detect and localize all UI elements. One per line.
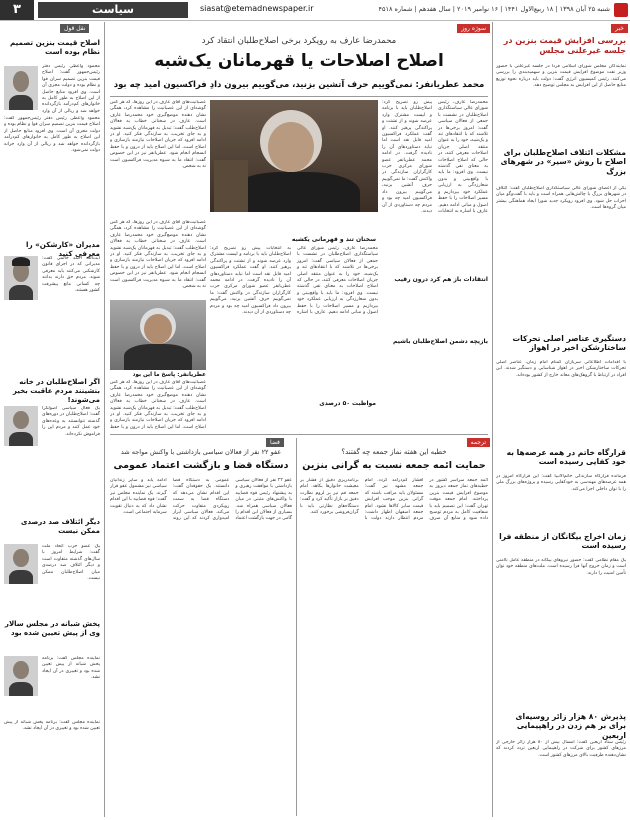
avatar-member <box>4 544 38 584</box>
page-header <box>0 0 630 21</box>
tag-center-mid: ترجمه <box>467 438 490 447</box>
main-subhead-wrap <box>110 80 488 90</box>
left-item-title: مدیران «کارشکن» را معرفی کنید <box>26 240 100 258</box>
main-photo-aref <box>210 100 378 212</box>
main-headline-wrap <box>110 50 488 72</box>
left-item-body: آیت‌الله احمد خاتمی گفت: مدیرانی که در اجرای قانون کارشکنی می‌کنند باید معرفی شوند. مردم حق دارند بدانند چه کسانی مانع پیشرفت کشور هستند. <box>42 256 100 294</box>
main-kicker: محمدرضا عارف به رویکرد برخی اصلاح‌طلبان انتقاد کرد <box>201 36 397 46</box>
right-item-title: قرارگاه خاتم در همه عرصه‌ها به خود کفایی رسیده است <box>506 448 626 467</box>
main-subhead: محمد عطریانفر: نمی‌گوییم حرف آتشین بزنید، می‌گوییم بیرون دادِ فراکسیون امید چه بود <box>113 80 485 90</box>
tag-left-mid: فضا <box>266 438 284 447</box>
right-item-title: دستگیری عناصر اصلی تحرکات ساختارشکن اخیر در اهواز <box>512 334 626 353</box>
bottom-center-body: ائمه جمعه سراسر کشور در خطبه‌های نماز جمعه دیروز به موضوع افزایش قیمت بنزین پرداختند. امام جمعه موقت تهران گفت: این تصمیم باید با شفافیت کامل به مردم توضیح داده شود و منابع آن صرف اقشار کم‌درآمد گردد. امام جمعه مشهد نیز گفت: مسئولان باید مراقب باشند که گرانی بنزین موجب افزایش قیمت سایر کالاها نشود. امام جمعه اصفهان اظهار داشت: مردم انتظار دارند دولت با برنامه‌ریزی دقیق از فشار بر معیشت خانوارها بکاهد. امام جمعه قم نیز بر لزوم نظارت دقیق بر بازار تأکید کرد و گفت: دستگاه‌های نظارتی باید با گران‌فروشی برخورد کنند. <box>300 478 488 522</box>
right-item-title: پذیرش ۸۰ هزار زائر روسیه‌ای برای بر هم زدن در راهپیمایی اربعین <box>515 712 626 740</box>
main-body-middle: محمدرضا عارف، رئیس شورای عالی سیاستگذاری اصلاح‌طلبان در نشست با جمعی از فعالان سیاسی گفت: امروز برخی‌ها در تلاشند که با انتقادهای تند و یک‌شبه، خود را به عنوان منتقد اصلی جریان اصلاحات معرفی کنند، در حالی که اصلاح اصلاحات به معنای نفی گذشته نیست. وی افزود: ما باید با واقع‌بینی و بدون شعارزدگی به ارزیابی عملکرد خود بپردازیم و مسیر اصلاحات را با حفظ اصول و مبانی ادامه دهیم. عارف با اشاره به انتخابات پیش رو تصریح کرد: اصلاح‌طلبان باید با برنامه و لیست مشترک وارد عرصه شوند و از تشتت و پراکندگی پرهیز کنند. او گفت عملکرد فراکسیون امید قابل نقد است اما نباید دستاوردهای آن را نادیده گرفت. در ادامه محمد عطریانفر عضو شورای مرکزی حزب کارگزاران سازندگی در واکنش گفت: ما نمی‌گوییم حرف آتشین بزنید، می‌گوییم بیرون داد فراکسیون امید چه بود و مردم چه دستاوردی از آن دیدند. <box>210 246 378 316</box>
tag-center-top: سوژه روز <box>457 24 490 33</box>
section-email: siasat@etemadnewspaper.ir <box>200 4 314 13</box>
right-item-body: یک مقام نظامی گفت: حضور نیروهای بیگانه در منطقه عامل ناامنی است و زمان خروج آنها فرا رسیده است. ملت‌های منطقه خود توان تأمین امنیت را دارند. <box>496 558 626 576</box>
left-item-body-cont: محمود واعظی رئیس دفتر رئیس‌جمهور گفت: اصلاح قیمت بنزین تصمیم سران قوا و نظام بوده و دولت مجری آن است. وی افزود منابع حاصل از این اصلاح به طور کامل به خانوارهای کم‌درآمد بازگردانده خواهد شد و ریالی از آن وارد خزانه دولت نمی‌شود. <box>4 116 100 154</box>
issue-date: شنبه ۲۵ آبان ۱۳۹۸ | ۱۸ ربیع‌الاول ۱۴۴۱ | ۱۶ نوامبر ۲۰۱۹ | سال هفدهم | شماره ۴۵۱۸ <box>378 5 610 13</box>
photo-caption: عطریانفر: پاسخ ما این بود <box>132 372 206 378</box>
right-item-title: بررسی افزایش قیمت بنزین در جلسه غیرعلنی مجلس <box>503 36 626 55</box>
main-body-left: عصبانیت‌های آقای عارف در این روزها، که هر کس گوشه‌ای از این عصبانیت را مشاهده کرد، همگی نشان دهنده موضع‌گیری خود محمدرضا عارف است. عارف در سخنانی خطاب به فعالان اصلاح‌طلب گفت: تبدیل به قهرمانان یک‌شبه نشوید و به جای تخریب، به سازندگی فکر کنید. او در ادامه افزود که جریان اصلاحات نیازمند بازسازی و اصلاح است، اما این اصلاح باید از درون و با حفظ انسجام انجام شود. عطریانفر نیز در این خصوص گفت: انتقاد ما به شیوه مدیریت فراکسیون است نه به شخص. <box>110 100 206 170</box>
left-item-title: پخش شبانه در مجلس سالار وی از پیش تعیین شده بود <box>4 620 100 637</box>
right-item-6 <box>496 712 626 740</box>
right-item-body: نمایندگان مجلس شورای اسلامی فردا در جلسه غیرعلنی با حضور وزیر نفت موضوع افزایش قیمت بنزین و سهمیه‌بندی را بررسی می‌کنند. رئیس کمیسیون انرژی گفت: دولت باید درباره نحوه توزیع منابع حاصل از این افزایش به مجلس توضیح دهد. <box>496 64 626 89</box>
bc-kicker-wrap <box>300 448 488 456</box>
main-body-left-3: عصبانیت‌های آقای عارف در این روزها، که هر کس گوشه‌ای از این عصبانیت را مشاهده کرد، همگی نشان دهنده موضع‌گیری خود محمدرضا عارف است. عارف در سخنانی خطاب به فعالان اصلاح‌طلب گفت: تبدیل به قهرمانان یک‌شبه نشوید و به جای تخریب، به سازندگی فکر کنید. او در ادامه افزود که جریان اصلاحات نیازمند بازسازی و اصلاح است، اما این اصلاح باید از درون و با حفظ <box>110 380 206 430</box>
right-item-body: یکی از اعضای شورای عالی سیاستگذاری اصلاح‌طلبان گفت: ائتلاف در شهرهای بزرگ با چالش‌هایی همراه است و باید با گفت‌وگو میان احزاب حل شود. وی افزود رویکرد جدید شورا ایجاد هماهنگی بیشتر میان گروه‌ها است. <box>496 186 626 211</box>
newspaper-logo-icon <box>614 3 628 17</box>
col-subtitle-2: انتقادات باز هم کرد درون رقیب <box>394 276 488 283</box>
bottom-left-kicker: عفو ۲۲ نفر از فعالان سیاسی بازداشتی با واکنش مواجه شد <box>120 448 282 456</box>
col-subtitle-3: بازیچه دشمن اصلاح‌طلبان باشیم <box>392 338 488 345</box>
avatar-politician <box>4 406 38 446</box>
left-item-title: دیگر ائتلاف صد درصدی ممکن نیست <box>21 518 100 535</box>
left-item-1 <box>2 38 100 56</box>
left-item-title: اگر اصلاح‌طلبان در خانه بنشینند مردم عاقبت بخیر می‌شوند! <box>12 378 100 404</box>
left-item-title: اصلاح قیمت بنزین تصمیم نظام بوده است <box>9 38 100 56</box>
col-subtitle-3-wrap <box>382 276 488 284</box>
right-item-1 <box>496 36 626 56</box>
left-item-body: یک عضو حزب اتحاد ملت گفت: شرایط امروز با سال‌های گذشته متفاوت است و دیگر ائتلاف صد درصدی میان اصلاح‌طلبان ممکن نیست. <box>42 544 100 582</box>
bottom-left-headline: دستگاه قضا و بازگشت اعتماد عمومی <box>113 460 289 471</box>
right-item-body: فرمانده قرارگاه سازندگی خاتم‌الانبیا گفت: این قرارگاه امروز در همه عرصه‌های مهندسی به خودکفایی رسیده و پروژه‌های بزرگ ملی را با توان داخلی اجرا می‌کند. <box>496 474 626 492</box>
main-body-right: محمدرضا عارف، رئیس شورای عالی سیاستگذاری اصلاح‌طلبان در نشست با جمعی از فعالان سیاسی گفت: امروز برخی‌ها در تلاشند که با انتقادهای تند و یک‌شبه، خود را به عنوان منتقد اصلی جریان اصلاحات معرفی کنند، در حالی که اصلاح اصلاحات به معنای نفی گذشته نیست. وی افزود: ما باید با واقع‌بینی و بدون شعارزدگی به ارزیابی عملکرد خود بپردازیم و مسیر اصلاحات را با حفظ اصول و مبانی ادامه دهیم. عارف با اشاره به انتخابات پیش رو تصریح کرد: اصلاح‌طلبان باید با برنامه و لیست مشترک وارد عرصه شوند و از تشتت و پراکندگی پرهیز کنند. او گفت عملکرد فراکسیون امید قابل نقد است اما نباید دستاوردهای آن را نادیده گرفت. در ادامه محمد عطریانفر عضو شورای مرکزی حزب کارگزاران سازندگی در واکنش گفت: ما نمی‌گوییم حرف آتشین بزنید، می‌گوییم بیرون داد فراکسیون امید چه بود و مردم چه دستاوردی از آن دیدند. <box>382 100 488 214</box>
right-item-3 <box>496 334 626 353</box>
bl-headline-wrap <box>110 460 292 471</box>
col-subtitle-1-wrap <box>260 236 376 244</box>
bottom-center-headline: حمایت ائمه جمعه نسبت به گرانی بنزین <box>302 460 486 471</box>
right-item-5 <box>496 532 626 551</box>
avatar-mp <box>4 656 38 696</box>
right-item-4 <box>496 448 626 467</box>
left-item-5 <box>2 620 100 638</box>
avatar-khatami <box>4 256 38 300</box>
right-item-body: با اقدامات اطلاعاتی سربازان گمنام امام زمان، عناصر اصلی تحرکات ساختارشکن اخیر در اهواز شناسایی و دستگیر شدند. این افراد در ارتباط با گروهک‌های معاند خارج از کشور بوده‌اند. <box>496 360 626 378</box>
photo-atrianfar <box>110 300 206 370</box>
left-item-3 <box>2 378 100 404</box>
bottom-left-body: عفو ۲۲ نفر از فعالان سیاسی بازداشتی با موافقت رهبری و به پیشنهاد رئیس قوه قضاییه با واکنش‌های مثبتی در میان فعالان سیاسی همراه شد. بسیاری از فعالان این اقدام را گامی در جهت بازگشت اعتماد عمومی به دستگاه قضا دانستند. یک حقوقدان گفت: این اقدام نشان می‌دهد که دستگاه قضا به سمت رویکردی متفاوت حرکت می‌کند. فعالان سیاسی ابراز امیدواری کردند که این روند ادامه یابد و سایر زندانیان سیاسی نیز مشمول عفو قرار گیرند. یک نماینده مجلس نیز گفت: قوه قضاییه با این اقدام نشان داد که به دنبال تقویت سرمایه اجتماعی است. <box>110 478 292 522</box>
bc-headline-wrap <box>300 460 488 471</box>
col-subtitle-4-wrap <box>382 338 488 346</box>
left-item-body: محمود واعظی رئیس دفتر رئیس‌جمهور گفت: اصلاح قیمت بنزین تصمیم سران قوا و نظام بوده و دولت مجری آن است. وی افزود منابع حاصل از این اصلاح به طور کامل به خانوارهای کم‌درآمد بازگردانده خواهد شد و ریالی از آن وارد <box>42 64 100 114</box>
main-body-left-2: عصبانیت‌های آقای عارف در این روزها، که هر کس گوشه‌ای از این عصبانیت را مشاهده کرد، همگی نشان دهنده موضع‌گیری خود محمدرضا عارف است. عارف در سخنانی خطاب به فعالان اصلاح‌طلب گفت: تبدیل به قهرمانان یک‌شبه نشوید و به جای تخریب، به سازندگی فکر کنید. او در ادامه افزود که جریان اصلاحات نیازمند بازسازی و اصلاح است، اما این اصلاح باید از درون و با حفظ انسجام انجام شود. عطریانفر نیز در این خصوص گفت: انتقاد ما به شیوه مدیریت فراکسیون است نه به شخص. <box>110 220 206 290</box>
avatar-vaezi <box>4 66 38 110</box>
bottom-center-kicker: خطبه این هفته نماز جمعه چه گفتند؟ <box>341 448 447 456</box>
photo-caption-wrap <box>110 372 206 379</box>
col-subtitle-1: سخنان تند و قهرمانی یکشبه <box>291 236 376 243</box>
page-number: ۳ <box>0 0 34 20</box>
bl-kicker-wrap <box>110 448 292 456</box>
tag-left-top: نقل قول <box>60 24 89 33</box>
tag-right: خبر <box>611 24 628 33</box>
left-item-body-cont: نماینده مجلس گفت: برنامه پخش شبانه از پیش تعیین شده بود و تغییری در آن ایجاد نشد. <box>4 720 100 732</box>
right-item-2 <box>496 148 626 176</box>
right-item-title: مشکلات ائتلاف اصلاح‌طلبان برای اصلاح با روش «سیر» در شهرهای بزرگ <box>500 148 626 176</box>
col-subtitle-2-wrap <box>260 400 376 408</box>
left-item-body: یک فعال سیاسی اصولگرا گفت: اصلاح‌طلبان در دوره‌های گذشته نتوانستند به وعده‌های خود عمل کنند و مردم این را فراموش نکرده‌اند. <box>42 406 100 437</box>
right-item-title: زمان اخراج بیگانگان از منطقه فرا رسیده است <box>499 532 626 551</box>
col-subtitle-4: مواظبت ۵۰ درصدی <box>319 400 376 407</box>
section-title: سیاست <box>38 2 188 18</box>
left-item-4 <box>2 518 100 536</box>
main-headline: اصلاح اصلاحات یا قهرمانان یک‌شبه <box>154 51 444 71</box>
left-item-body: نماینده مجلس گفت: برنامه پخش شبانه از پیش تعیین شده بود و تغییری در آن ایجاد نشد. <box>42 656 100 681</box>
right-item-body: رئیس ستاد اربعین گفت: امسال بیش از ۸۰ هزار زائر خارجی از مرزهای کشور برای شرکت در راهپیمایی اربعین تردد کردند که نشان‌دهنده ظرفیت بالای مرزهای کشور است. <box>496 740 626 758</box>
main-kicker-wrap <box>110 36 488 46</box>
